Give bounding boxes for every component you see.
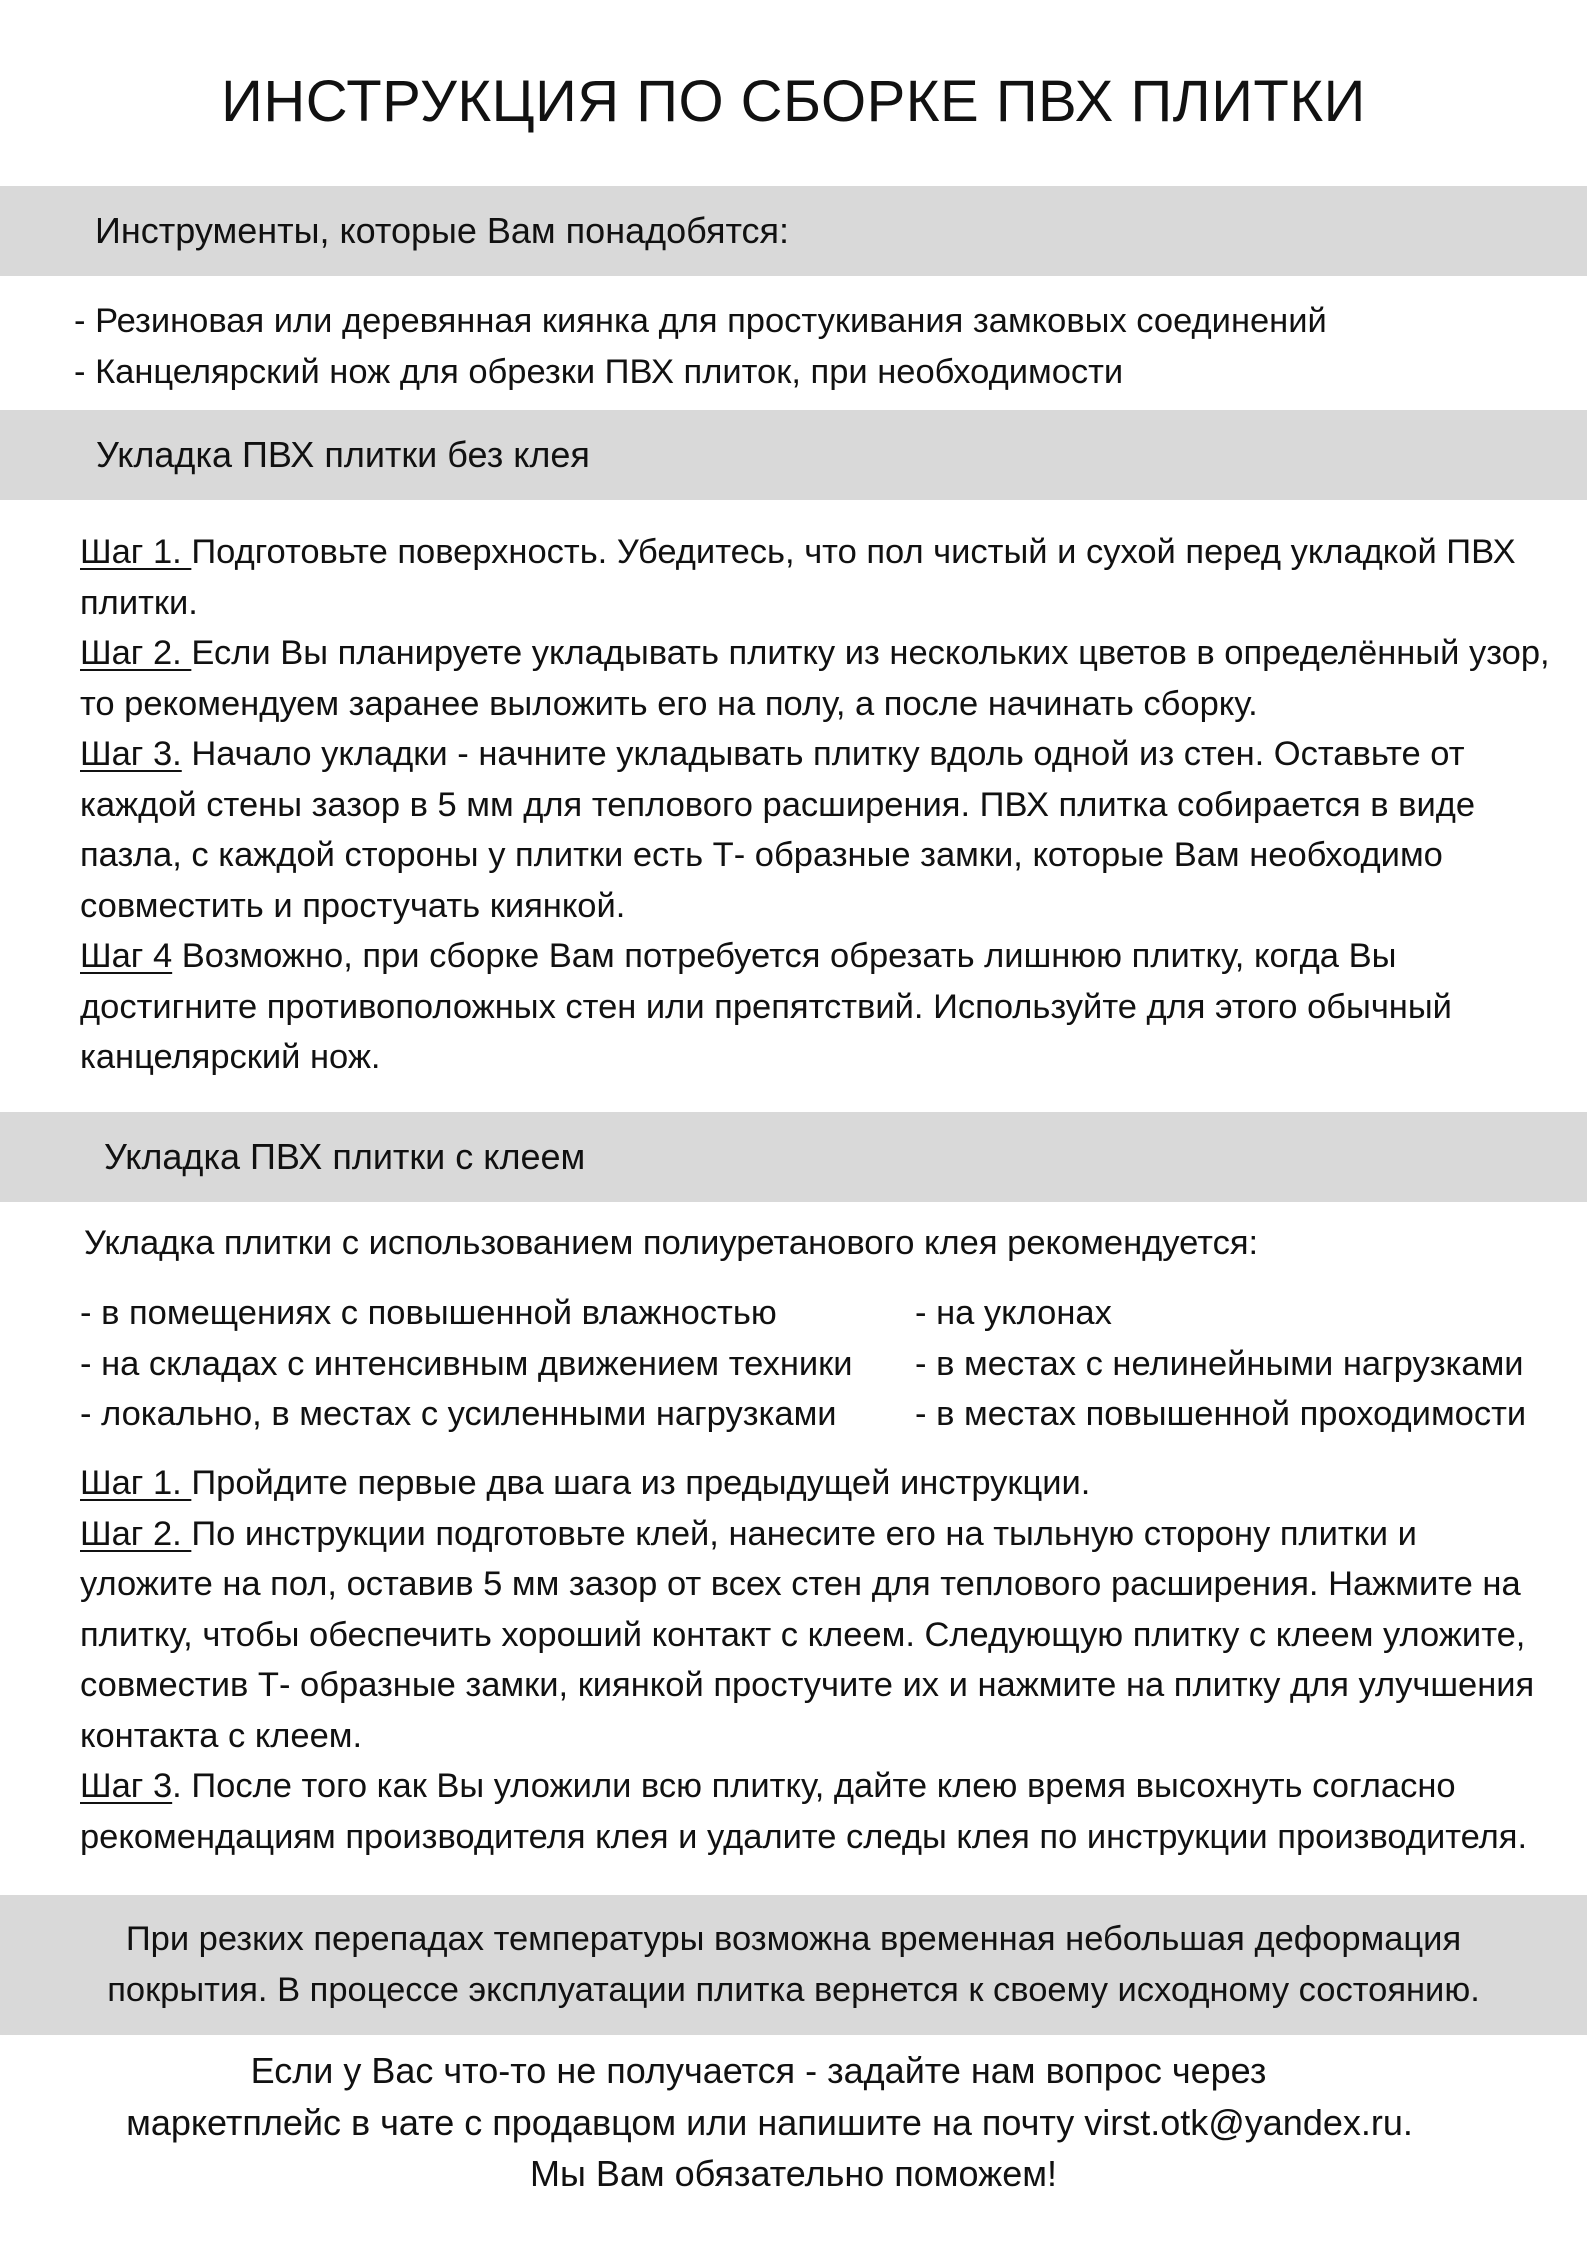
recommend-item: - в помещениях с повышенной влажностью (80, 1294, 777, 1332)
step-label: Шаг 4 (80, 937, 173, 975)
no-glue-steps (80, 527, 1550, 1083)
step-label: Шаг 1. (80, 533, 192, 571)
step-text: Начало укладки - начните укладывать плитку вдоль одной из стен. Оставьте от каждой стены зазор в 5 мм для теплового расширения. ПВХ плитка собирается в виде пазла, с каждой стороны у плитки есть Т- образные замки, которые Вам необходимо совместить и простучать киянкой. (80, 735, 1476, 925)
step-paragraph (80, 628, 1550, 729)
step-paragraph (80, 931, 1550, 1083)
step-paragraph (80, 1761, 1550, 1862)
tools-list (74, 296, 1327, 397)
step-text: . После того как Вы уложили всю плитку, дайте клею время высохнуть согласно рекомендациям производителя клея и удалите следы клея по инструкции производителя. (80, 1767, 1528, 1856)
recommend-item: - на уклонах (915, 1294, 1112, 1332)
step-label: Шаг 1. (80, 1464, 192, 1502)
step-label: Шаг 2. (80, 1514, 192, 1553)
tools-heading: Инструменты, которые Вам понадобятся: (95, 210, 790, 251)
recommend-list-left (80, 1288, 853, 1440)
recommend-list-right (915, 1288, 1526, 1440)
recommend-item: - на складах с интенсивным движением техники (80, 1344, 853, 1383)
tools-section-header (0, 186, 1587, 276)
step-paragraph (80, 527, 1550, 628)
footer-line: Мы Вам обязательно поможем! (529, 2153, 1058, 2194)
recommend-item: - локально, в местах с усиленными нагрузками (80, 1395, 837, 1433)
step-label: Шаг 2. (80, 634, 192, 672)
glue-heading: Укладка ПВХ плитки с клеем (104, 1136, 586, 1177)
glue-steps (80, 1458, 1550, 1862)
footer-line-email: маркетплейс в чате с продавцом или напишите на почту virst.otk@yandex.ru. (126, 2101, 1413, 2143)
tools-list-item: - Канцелярский нож для обрезки ПВХ плиток, при необходимости (74, 352, 1124, 391)
recommend-item: - в местах повышенной проходимости (915, 1395, 1527, 1433)
step-text: Подготовьте поверхность. Убедитесь, что пол чистый и сухой перед укладкой ПВХ плитки. (80, 533, 1516, 622)
step-text: Возможно, при сборке Вам потребуется обрезать лишнюю плитку, когда Вы достигните противоположных стен или препятствий. Используйте для этого обычный канцелярский нож. (80, 937, 1452, 1076)
glue-section-header (0, 1112, 1587, 1202)
step-paragraph (80, 1458, 1550, 1509)
page-title: ИНСТРУКЦИЯ ПО СБОРКЕ ПВХ ПЛИТКИ (221, 69, 1366, 134)
step-text: Если Вы планируете укладывать плитку из нескольких цветов в определённый узор, то рекомендуем заранее выложить его на полу, а после начинать сборку. (80, 634, 1550, 723)
contact-footer (0, 2045, 1587, 2200)
tools-list-item: - Резиновая или деревянная киянка для простукивания замковых соединений (74, 302, 1327, 340)
footer-line: Если у Вас что-то не получается - задайте нам вопрос через (250, 2050, 1267, 2091)
recommend-item: - в местах с нелинейными нагрузками (915, 1344, 1524, 1383)
step-paragraph (80, 1509, 1550, 1762)
step-text: По инструкции подготовьте клей, нанесите его на тыльную сторону плитки и уложите на пол, оставив 5 мм зазор от всех стен для теплового расширения. Нажмите на плитку, чтобы обеспечить хороший контакт с клеем. Следующую плитку с клеем уложите, совместив Т- образные замки, киянкой простучите их и нажмите на плитку для улучшения контакта с клеем. (80, 1514, 1535, 1755)
no-glue-section-header (0, 410, 1587, 500)
step-paragraph (80, 729, 1550, 931)
glue-intro: Укладка плитки с использованием полиуретанового клея рекомендуется: (84, 1224, 1259, 1262)
notice-line: покрытия. В процессе эксплуатации плитка вернется к своему исходному состоянию. (107, 1970, 1480, 2009)
step-text: Пройдите первые два шага из предыдущей инструкции. (191, 1464, 1091, 1502)
temperature-notice (0, 1895, 1587, 2035)
step-label: Шаг 3 (80, 1767, 173, 1805)
notice-line: При резких перепадах температуры возможна временная небольшая деформация (125, 1920, 1462, 1958)
step-label: Шаг 3. (80, 735, 182, 773)
no-glue-heading: Укладка ПВХ плитки без клея (96, 434, 590, 475)
